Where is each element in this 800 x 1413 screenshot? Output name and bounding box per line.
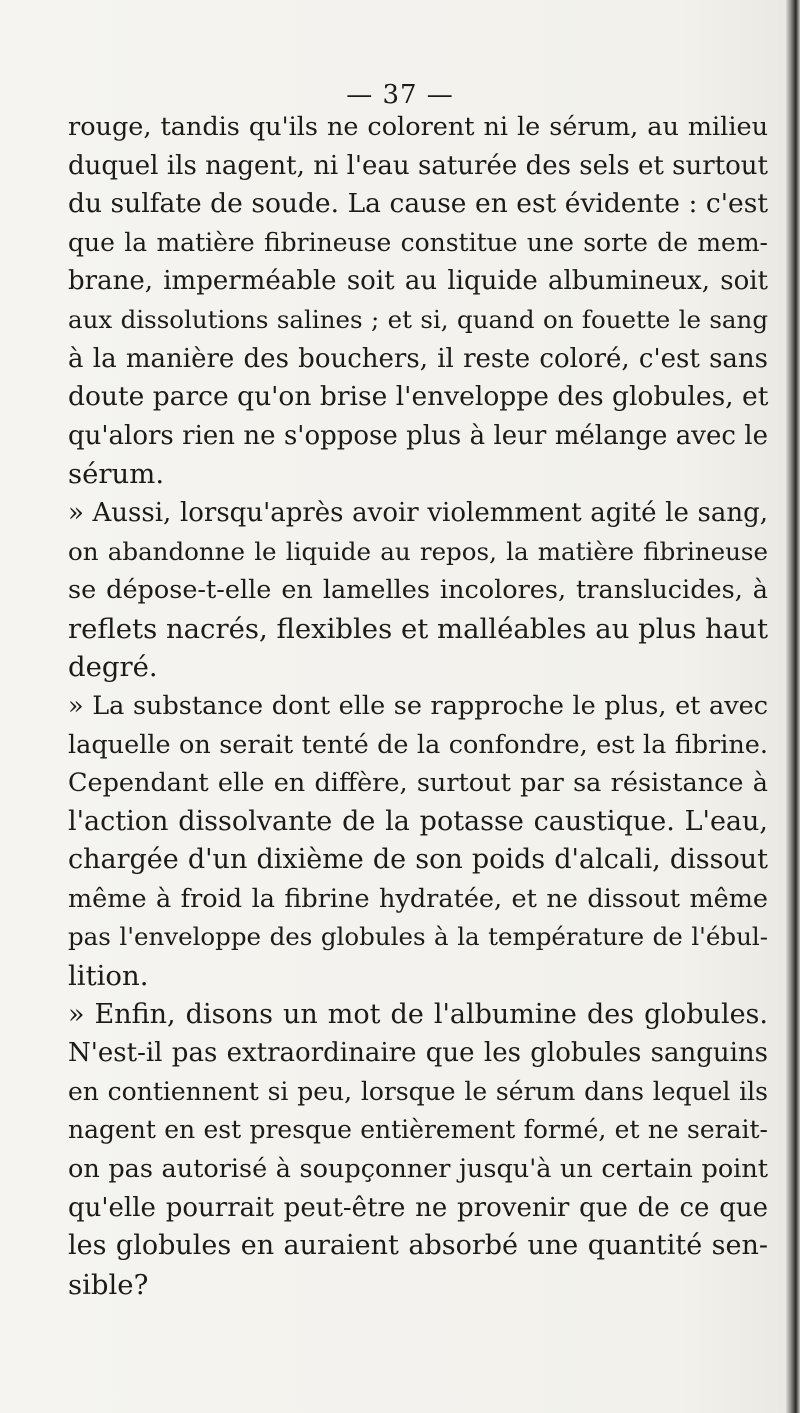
text-line: duquel ils nagent, ni l'eau saturée des sels et surtout: [68, 150, 768, 181]
text-line: » Aussi, lorsqu'après avoir violemment agité le sang,: [68, 497, 768, 528]
page-number: — 37 —: [346, 80, 454, 110]
text-line: on abandonne le liquide au repos, la matière fibrineuse: [68, 536, 768, 566]
text-line: Cependant elle en diffère, surtout par sa résistance à: [68, 768, 768, 799]
text-line: » La substance dont elle se rapproche le plus, et avec: [68, 690, 768, 721]
text-line: doute parce qu'on brise l'enveloppe des globules, et: [68, 381, 769, 413]
text-line: l'action dissolvante de la potasse caustique. L'eau,: [68, 805, 768, 837]
text-line: aux dissolutions salines ; et si, quand on fouette le sang: [68, 304, 768, 334]
text-line: on pas autorisé à soupçonner jusqu'à un certain point: [68, 1154, 768, 1185]
text-line: du sulfate de soude. La cause en est évidente : c'est: [68, 188, 768, 220]
text-line: degré.: [68, 651, 158, 684]
text-line: les globules en auraient absorbé une quantité sen-: [68, 1230, 768, 1262]
text-line: brane, imperméable soit au liquide albumineux, soit: [68, 266, 768, 297]
text-line: » Enfin, disons un mot de l'albumine des globules.: [68, 998, 768, 1030]
text-line: qu'elle pourrait peut-être ne provenir que de ce que: [68, 1192, 768, 1223]
text-line: sérum.: [68, 458, 165, 491]
text-line: N'est-il pas extraordinaire que les globules sanguins: [68, 1038, 768, 1069]
text-line: pas l'enveloppe des globules à la température de l'ébul-: [68, 922, 768, 952]
text-line: en contiennent si peu, lorsque le sérum dans lequel ils: [68, 1076, 768, 1106]
text-line: se dépose-t-elle en lamelles incolores, translucides, à: [68, 575, 768, 606]
text-line: rouge, tandis qu'ils ne colorent ni le sérum, au milieu: [68, 112, 768, 142]
text-line: même à froid la fibrine hydratée, et ne dissout même: [68, 883, 768, 914]
text-line: sible?: [68, 1268, 149, 1301]
text-line: que la matière fibrineuse constitue une sorte de mem-: [68, 227, 768, 257]
body-text: [68, 108, 768, 1304]
text-line: qu'alors rien ne s'oppose plus à leur mélange avec le: [68, 420, 768, 451]
text-line: chargée d'un dixième de son poids d'alcali, dissout: [68, 844, 768, 876]
text-line: reflets nacrés, flexibles et malléables au plus haut: [68, 612, 768, 645]
text-line: laquelle on serait tenté de la confondre, est la fibrine.: [68, 729, 768, 760]
text-line: à la manière des bouchers, il reste coloré, c'est sans: [68, 343, 768, 374]
text-line: nagent en est presque entièrement formé, et ne serait-: [68, 1115, 768, 1145]
text-line: lition.: [68, 960, 149, 993]
page-binding-edge: [786, 0, 800, 1413]
